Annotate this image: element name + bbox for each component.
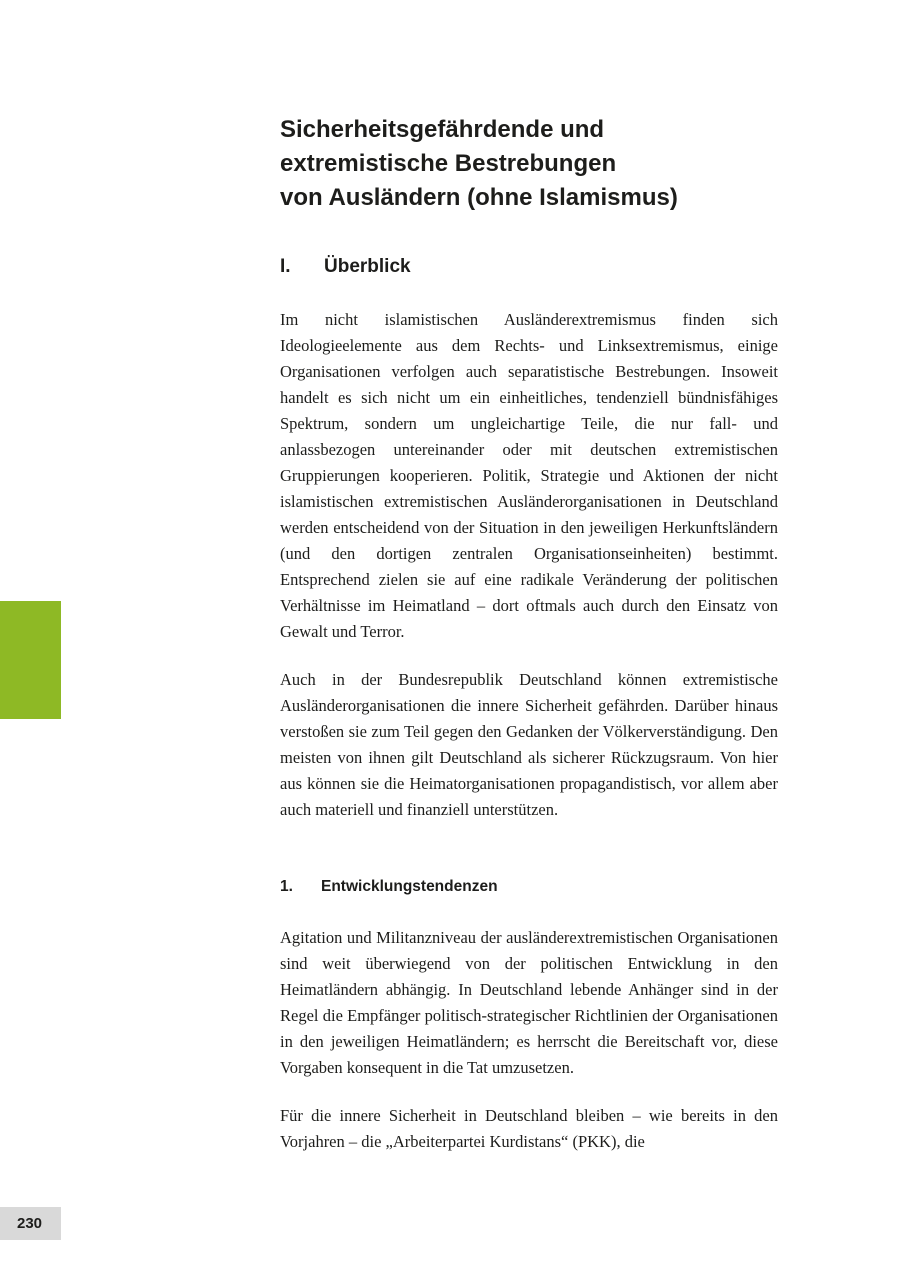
overview-paragraph-2: Auch in der Bundesrepublik Deutschland können extremistische Ausländerorganisationen die innere Sicherheit gefährden. Darüber hinaus verstoßen sie zum Teil gegen den Gedanken der Völkerverständigung. Den meisten von ihnen gilt Deutschland als sicherer Rückzugsraum. Von hier aus können sie die Heimatorganisationen propagandistisch, vor allem aber auch materiell und finanziell unterstützen. xyxy=(280,670,778,819)
subsection-number: 1. xyxy=(280,878,293,895)
document-title xyxy=(280,113,778,215)
overview-paragraph-1: Im nicht islamistischen Ausländerextremismus finden sich Ideologieelemente aus dem Rechts- und Linksextremismus, einige Organisationen verfolgen auch separatistische Bestrebungen. Insoweit handelt es sich nicht um ein einheitliches, tendenziell bündnisfähiges Spektrum, sondern um ungleichartige Teile, die nur fall- und anlassbezogen untereinander oder mit deutschen extremistischen Gruppierungen kooperieren. Politik, Strategie und Aktionen der nicht islamistischen extremistischen Ausländerorganisationen in Deutschland werden entscheidend von der Situation in den jeweiligen Herkunftsländern (und den dortigen zentralen Organisationseinheiten) bestimmt. Entsprechend zielen sie auf eine radikale Veränderung der politischen Verhältnisse im Heimatland – dort oftmals auch durch den Einsatz von Gewalt und Terror. xyxy=(280,310,778,641)
section-heading-overview xyxy=(280,255,778,279)
section-title: Überblick xyxy=(324,256,411,277)
tendencies-paragraph-2: Für die innere Sicherheit in Deutschland bleiben – wie bereits in den Vorjahren – die „Arbeiterpartei Kurdistans“ (PKK), die xyxy=(280,1106,778,1151)
document-title-line-3: von Ausländern (ohne Islamismus) xyxy=(280,184,678,211)
green-accent-block xyxy=(0,601,61,719)
section-number: I. xyxy=(280,256,291,277)
document-title-line-1: Sicherheitsgefährdende und xyxy=(280,116,605,143)
document-title-line-2: extremistische Bestrebungen xyxy=(280,150,617,177)
content-column xyxy=(280,113,778,1155)
page-number: 230 xyxy=(0,1207,61,1240)
subsection-heading-tendencies xyxy=(280,877,778,897)
tendencies-paragraph-1: Agitation und Militanzniveau der ausländerextremistischen Organisationen sind weit überwiegend von der politischen Entwicklung in den Heimatländern abhängig. In Deutschland lebende Anhänger sind in der Regel die Empfänger politisch-strategischer Richtlinien der Organisationen in den jeweiligen Heimatländern; es herrscht die Bereitschaft vor, diese Vorgaben konsequent in die Tat umzusetzen. xyxy=(280,928,778,1077)
subsection-title: Entwicklungstendenzen xyxy=(321,878,498,895)
